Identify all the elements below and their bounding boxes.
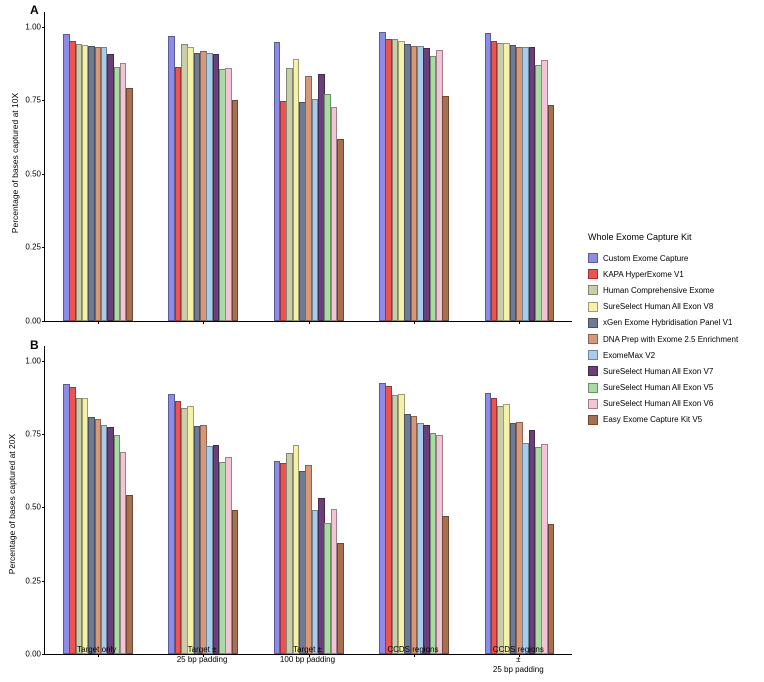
x-axis-tick-label-line: CCDS regions ± xyxy=(492,645,544,664)
legend-swatch-icon xyxy=(588,350,598,360)
y-axis-tick-mark xyxy=(42,654,45,655)
bar xyxy=(442,96,449,321)
legend-item-label: Custom Exome Capture xyxy=(603,253,689,263)
bar xyxy=(232,100,239,321)
bar xyxy=(126,495,133,654)
legend-swatch-icon xyxy=(588,399,598,409)
legend-item[interactable] xyxy=(588,363,764,379)
legend-item[interactable] xyxy=(588,380,764,396)
bar xyxy=(548,524,555,654)
legend xyxy=(588,232,764,428)
bar xyxy=(442,516,449,654)
legend-item[interactable] xyxy=(588,412,764,428)
bar-group xyxy=(45,346,150,654)
legend-swatch-icon xyxy=(588,318,598,328)
panel-a xyxy=(0,0,580,332)
bar xyxy=(337,543,344,654)
panel-a-plot-area xyxy=(25,12,572,326)
x-axis-tick-label-line: 100 bp padding xyxy=(279,655,336,664)
x-axis-tick-mark xyxy=(414,321,415,324)
y-axis-tick-label: 0.75 xyxy=(25,429,41,439)
legend-swatch-icon xyxy=(588,334,598,344)
y-axis-tick-label: 0.25 xyxy=(25,242,41,252)
panel-b-y-axis-label: Percentage of bases captured at 20X xyxy=(7,433,17,575)
x-axis-tick-label-line: 25 bp padding xyxy=(492,665,544,674)
legend-swatch-icon xyxy=(588,269,598,279)
legend-item-label: DNA Prep with Exome 2.5 Enrichment xyxy=(603,334,739,344)
panel-b-plot-area xyxy=(25,346,572,659)
legend-item[interactable] xyxy=(588,347,764,363)
legend-swatch-icon xyxy=(588,253,598,263)
y-axis-tick-label: 1.00 xyxy=(25,22,41,32)
legend-item-label: SureSelect Human All Exon V8 xyxy=(603,302,714,312)
x-axis-tick-mark xyxy=(203,321,204,324)
x-axis-tick-label xyxy=(77,645,116,655)
legend-item-label: KAPA HyperExome V1 xyxy=(603,269,684,279)
x-axis-tick-label-line: Target only xyxy=(77,645,117,654)
legend-item-label: Easy Exome Capture Kit V5 xyxy=(603,415,703,425)
x-axis-tick-mark xyxy=(98,321,99,324)
x-axis-tick-label xyxy=(280,645,335,665)
y-axis-tick-label: 0.00 xyxy=(25,316,41,326)
legend-item-label: Human Comprehensive Exome xyxy=(603,285,715,295)
legend-item-label: xGen Exome Hybridisation Panel V1 xyxy=(603,318,733,328)
legend-item[interactable] xyxy=(588,331,764,347)
bar xyxy=(126,88,133,321)
legend-item-label: SureSelect Human All Exon V6 xyxy=(603,399,714,409)
legend-item[interactable] xyxy=(588,282,764,298)
legend-swatch-icon xyxy=(588,383,598,393)
x-axis-tick-label xyxy=(491,645,545,675)
legend-item[interactable] xyxy=(588,396,764,412)
bar xyxy=(337,139,344,321)
bar xyxy=(548,105,555,321)
x-axis-tick-label-line: 25 bp padding xyxy=(176,655,228,664)
legend-swatch-icon xyxy=(588,302,598,312)
legend-swatch-icon xyxy=(588,366,598,376)
legend-item-label: SureSelect Human All Exon V7 xyxy=(603,366,714,376)
bar-group xyxy=(256,346,361,654)
legend-title: Whole Exome Capture Kit xyxy=(588,232,692,242)
bar-group xyxy=(45,12,150,321)
panel-a-y-axis-label: Percentage of bases captured at 10X xyxy=(10,92,20,234)
x-axis-tick-label-line: Target ± xyxy=(293,645,322,654)
y-axis-tick-label: 0.50 xyxy=(25,502,41,512)
bar-group xyxy=(361,346,466,654)
legend-item[interactable] xyxy=(588,315,764,331)
x-axis-tick-mark xyxy=(519,321,520,324)
y-axis-tick-label: 0.50 xyxy=(25,169,41,179)
x-axis-tick-label xyxy=(387,645,438,655)
panel-a-letter: A xyxy=(30,3,39,17)
bar-group xyxy=(150,12,255,321)
legend-items xyxy=(588,250,764,428)
y-axis-tick-label: 1.00 xyxy=(25,356,41,366)
legend-item[interactable] xyxy=(588,250,764,266)
y-axis-tick-label: 0.00 xyxy=(25,649,41,659)
bar-group xyxy=(467,346,572,654)
bar-group xyxy=(256,12,361,321)
legend-swatch-icon xyxy=(588,415,598,425)
panel-b-letter: B xyxy=(30,338,39,352)
bar xyxy=(232,510,239,654)
legend-item-label: ExomeMax V2 xyxy=(603,350,656,360)
bar-group xyxy=(150,346,255,654)
legend-swatch-icon xyxy=(588,285,598,295)
x-axis-tick-label xyxy=(177,645,228,665)
legend-item-label: SureSelect Human All Exon V5 xyxy=(603,383,714,393)
bar-group xyxy=(361,12,466,321)
x-axis-tick-label-line: Target ± xyxy=(187,645,217,654)
y-axis-tick-label: 0.75 xyxy=(25,95,41,105)
y-axis-tick-mark xyxy=(42,321,45,322)
panel-b xyxy=(0,332,580,682)
legend-item[interactable] xyxy=(588,266,764,282)
x-axis-tick-label-line: CCDS regions xyxy=(387,645,439,654)
legend-item[interactable] xyxy=(588,299,764,315)
x-axis-tick-mark xyxy=(309,321,310,324)
bar-group xyxy=(467,12,572,321)
y-axis-tick-label: 0.25 xyxy=(25,576,41,586)
